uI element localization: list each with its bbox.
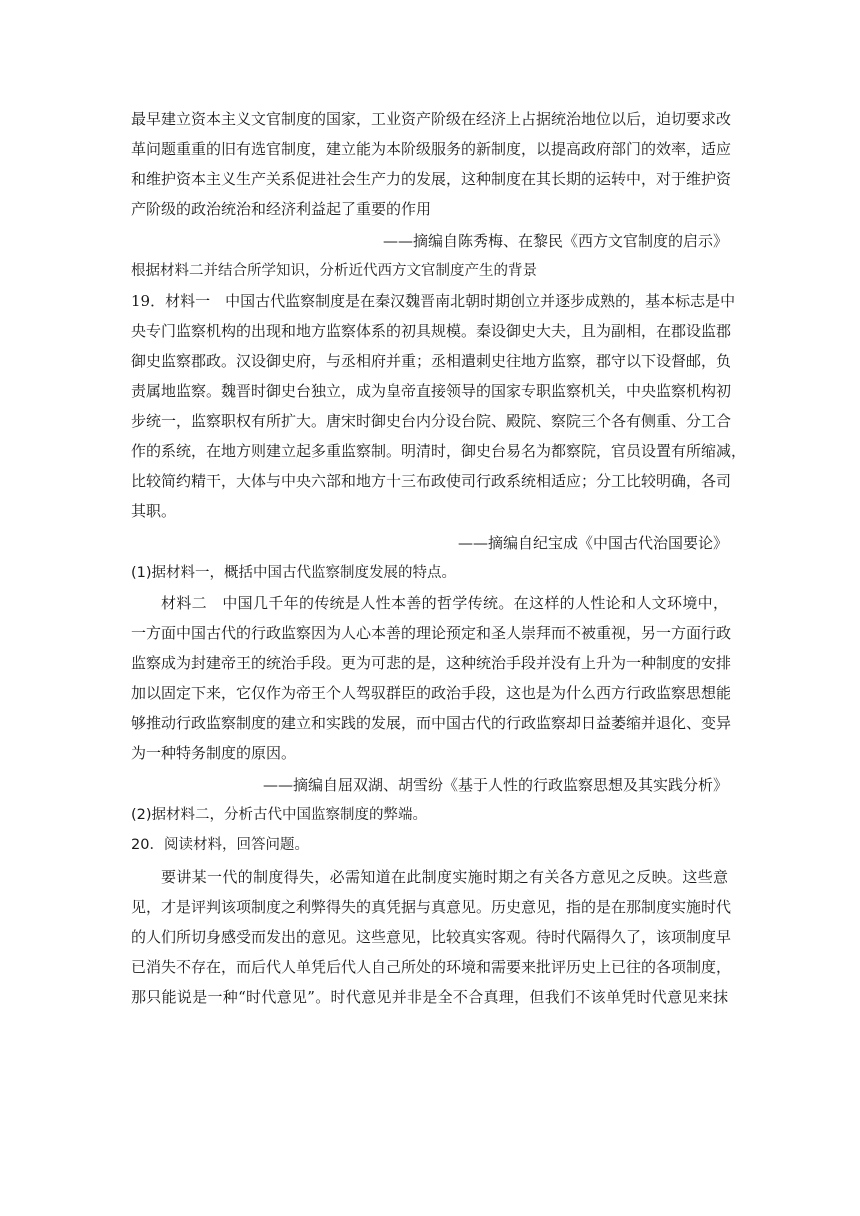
q20-material [131, 862, 732, 1012]
text-line: 御史监察郡政。汉设御史府，与丞相府并重；丞相遣刺史往地方监察，郡守以下设督邮，负 [131, 352, 732, 370]
text-line: 最早建立资本主义文官制度的国家，工业资产阶级在经济上占据统治地位以后，迫切要求改 [131, 110, 732, 128]
text-line: 责属地监察。魏晋时御史台独立，成为皇帝直接领导的国家专职监察机关，中央监察机构初 [131, 382, 732, 400]
q19-material-two [131, 588, 732, 768]
text-line: 产阶级的政治统治和经济利益起了重要的作用 [131, 200, 432, 218]
text-line: 一方面中国古代的行政监察因为人心本善的理论预定和圣人崇拜而不被重视，另一方面行政 [131, 624, 732, 642]
text-line: 材料二 中国几千年的传统是人性本善的哲学传统。在这样的人性论和人文环境中， [161, 594, 728, 612]
question-heading: 20．阅读材料，回答问题。 [131, 837, 309, 853]
text-line: 已消失不存在，而后代人单凭后代人自己所处的环境和需要来批评历史上已往的各项制度， [131, 958, 732, 976]
source-citation: ——摘编自陈秀梅、在黎民《西方文官制度的启示》 [382, 232, 728, 250]
text-line: 步统一，监察职权有所扩大。唐宋时御史台内分设台院、殿院、察院三个各有侧重、分工合 [131, 412, 732, 430]
q19-material-one [131, 286, 747, 526]
question-prompt: 根据材料二并结合所学知识，分析近代西方文官制度产生的背景 [131, 263, 537, 279]
text-line: 19．材料一 中国古代监察制度是在秦汉魏晋南北朝时期创立并逐步成熟的，基本标志是中 [131, 292, 736, 310]
text-line: 和维护资本主义生产关系促进社会生产力的发展，这种制度在其长期的运转中，对于维护资 [131, 170, 732, 188]
text-line: 见，才是评判该项制度之利弊得失的真凭据与真意见。历史意见，指的是在那制度实施时代 [131, 898, 732, 916]
source-citation: ——摘编自纪宝成《中国古代治国要论》 [457, 534, 728, 552]
text-line: 够推动行政监察制度的建立和实践的发展，而中国古代的行政监察却日益萎缩并退化、变异 [131, 714, 732, 732]
text-line: 的人们所切身感受而发出的意见。这些意见，比较真实客观。待时代隔得久了，该项制度早 [131, 928, 732, 946]
source-citation: ——摘编自屈双湖、胡雪纷《基于人性的行政监察思想及其实践分析》 [262, 776, 728, 794]
sub-question-2: (2)据材料二，分析古代中国监察制度的弊端。 [131, 807, 428, 823]
sub-question-1: (1)据材料一，概括中国古代监察制度发展的特点。 [131, 565, 457, 581]
text-line: 央专门监察机构的出现和地方监察体系的初具规模。秦设御史大夫，且为副相，在郡设监郡 [131, 322, 732, 340]
text-line: 监察成为封建帝王的统治手段。更为可悲的是，这种统治手段并没有上升为一种制度的安排 [131, 654, 732, 672]
document-page [131, 104, 747, 1012]
text-line: 作的系统，在地方则建立起多重监察制。明清时，御史台易名为都察院，官员设置有所缩减， [131, 442, 747, 460]
material-one-paragraph [131, 104, 732, 224]
text-line: 为一种特务制度的原因。 [131, 744, 297, 762]
text-line: 那只能说是一种“时代意见”。时代意见并非是全不合真理，但我们不该单凭时代意见来抹 [131, 988, 728, 1006]
text-line: 加以固定下来，它仅作为帝王个人驾驭群臣的政治手段，这也是为什么西方行政监察思想能 [131, 684, 732, 702]
text-line: 要讲某一代的制度得失，必需知道在此制度实施时期之有关各方意见之反映。这些意 [161, 868, 728, 886]
text-line: 其职。 [131, 502, 177, 520]
text-line: 比较简约精干，大体与中央六部和地方十三布政使司行政系统相适应；分工比较明确，各司 [131, 472, 732, 490]
text-line: 革问题重重的旧有选官制度，建立能为本阶级服务的新制度，以提高政府部门的效率，适应 [131, 140, 732, 158]
